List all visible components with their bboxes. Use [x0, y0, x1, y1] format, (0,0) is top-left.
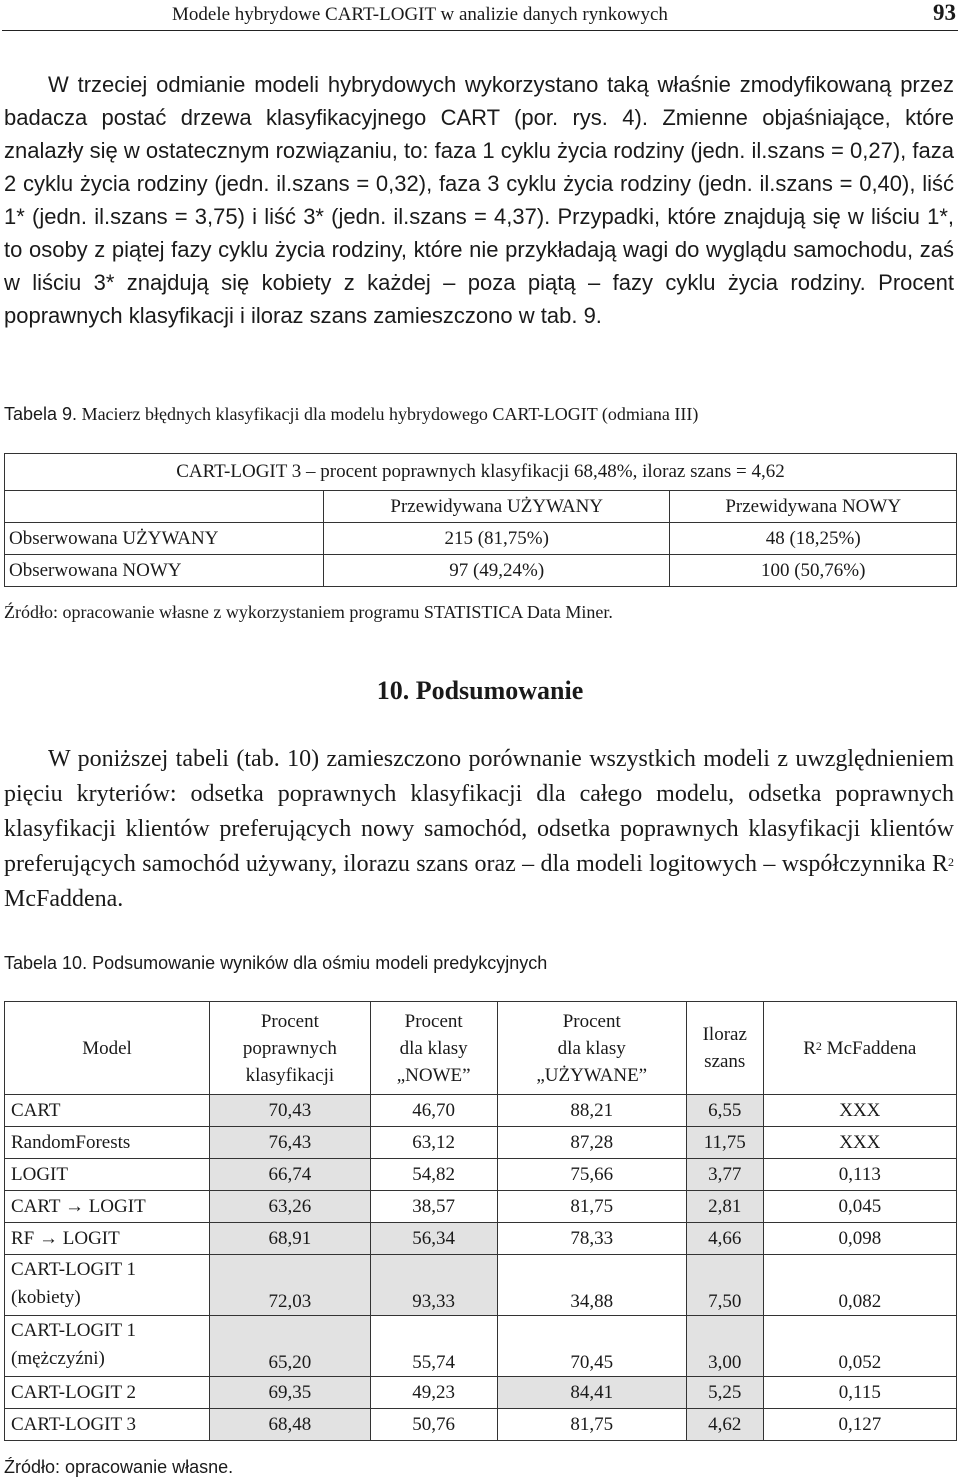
value-cell: 2,81 [686, 1191, 763, 1223]
value-cell: 69,35 [210, 1377, 371, 1409]
table-row [5, 555, 957, 587]
value-cell: XXX [763, 1127, 956, 1159]
confusion-matrix-table [4, 453, 957, 587]
model-name-cell: CART-LOGIT 1 (mężczyźni) [5, 1316, 210, 1377]
value-cell: 76,43 [210, 1127, 371, 1159]
table9-row-label: Obserwowana UŻYWANY [5, 523, 324, 555]
table9-caption-label: Tabela 9. [4, 404, 78, 424]
value-cell: 38,57 [370, 1191, 497, 1223]
value-cell: 11,75 [686, 1127, 763, 1159]
model-summary-table [4, 1001, 957, 1441]
value-cell: 6,55 [686, 1095, 763, 1127]
value-cell: 50,76 [370, 1409, 497, 1441]
model-name-cell: LOGIT [5, 1159, 210, 1191]
value-cell: 81,75 [497, 1409, 686, 1441]
value-cell: 0,082 [763, 1255, 956, 1316]
value-cell: 81,75 [497, 1191, 686, 1223]
model-name-cell: RandomForests [5, 1127, 210, 1159]
value-cell: 0,045 [763, 1191, 956, 1223]
page-header [0, 0, 960, 30]
table-row [5, 1409, 957, 1441]
table-row [5, 491, 957, 523]
value-cell: 5,25 [686, 1377, 763, 1409]
table-row [5, 1223, 957, 1255]
header-rule [2, 30, 958, 31]
value-cell: 88,21 [497, 1095, 686, 1127]
table-row [5, 523, 957, 555]
table-row [5, 1255, 957, 1316]
superscript: 2 [948, 855, 954, 869]
table-row [5, 1316, 957, 1377]
value-cell: 84,41 [497, 1377, 686, 1409]
header-percent-new: Procent dla klasy „NOWE” [370, 1002, 497, 1095]
value-cell: 3,00 [686, 1316, 763, 1377]
value-cell: 3,77 [686, 1159, 763, 1191]
table9-source: Źródło: opracowanie własne z wykorzystaniem programu STATISTICA Data Miner. [4, 602, 613, 622]
table9-cell: 48 (18,25%) [670, 523, 957, 555]
model-name-cell: RF → LOGIT [5, 1223, 210, 1255]
model-name-cell: CART → LOGIT [5, 1191, 210, 1223]
table-row [5, 1377, 957, 1409]
table9-header-used: Przewidywana UŻYWANY [324, 491, 670, 523]
intro-paragraph-text: W trzeciej odmianie modeli hybrydowych wykorzystano taką właśnie zmodyfikowaną przez badacza postać drzewa klasyfikacyjnego CART (por. rys. 4). Zmienne objaśniające, które znalazły się w ostatecznym rozwiązaniu, to: faza 1 cyklu życia rodziny (jedn. il.szans = 0,27), faza 2 cyklu życia rodziny (jedn. il.szans = 0,32), faza 3 cyklu życia rodziny (jedn. il.szans = 0,40), liść 1* (jedn. il.szans = 3,75) i liść 3* (jedn. il.szans = 4,37). Przypadki, które znajdują się w liściu 1*, to osoby z piątej fazy cyklu życia rodziny, które nie przykładają wagi do wyglądu samochodu, zaś w liściu 3* znajdują się kobiety z każdej – poza piątą – fazy cyklu życia rodziny. Procent poprawnych klasyfikacji i iloraz szans zamieszczono w tab. 9. [4, 72, 954, 328]
header-r2-mcfadden: $R^2$ McFaddena [763, 1002, 956, 1095]
value-cell: 63,12 [370, 1127, 497, 1159]
value-cell: 54,82 [370, 1159, 497, 1191]
table-header-row [5, 1002, 957, 1095]
value-cell: 66,74 [210, 1159, 371, 1191]
section-heading: 10. Podsumowanie [376, 676, 584, 705]
model-name-cell: CART [5, 1095, 210, 1127]
summary-paragraph [4, 742, 954, 917]
table10-body [5, 1095, 957, 1441]
value-cell: 78,33 [497, 1223, 686, 1255]
header-model: Model [5, 1002, 210, 1095]
value-cell: 0,098 [763, 1223, 956, 1255]
value-cell: 0,115 [763, 1377, 956, 1409]
value-cell: 56,34 [370, 1223, 497, 1255]
summary-paragraph-text: W poniższej tabeli (tab. 10) zamieszczono porównanie wszystkich modeli z uwzględnieniem pięciu kryteriów: odsetka poprawnych klasyfikacji dla całego modelu, odsetka poprawnych klasyfikacji klientów preferujących nowy samochód, odsetka poprawnych klasyfikacji klientów preferujących samochód używany, ilorazu szans oraz – dla modeli logitowych – współczynnika R [4, 746, 954, 877]
value-cell: 0,127 [763, 1409, 956, 1441]
table9-row-label: Obserwowana NOWY [5, 555, 324, 587]
table-row [5, 1191, 957, 1223]
table9-title: CART-LOGIT 3 – procent poprawnych klasyfikacji 68,48%, iloraz szans = 4,62 [5, 454, 957, 491]
table-row [5, 1127, 957, 1159]
value-cell: 4,66 [686, 1223, 763, 1255]
value-cell: 68,91 [210, 1223, 371, 1255]
value-cell: 87,28 [497, 1127, 686, 1159]
intro-paragraph [4, 68, 954, 332]
value-cell: 0,052 [763, 1316, 956, 1377]
header-percent-used: Procent dla klasy „UŻYWANE” [497, 1002, 686, 1095]
value-cell: 4,62 [686, 1409, 763, 1441]
value-cell: 75,66 [497, 1159, 686, 1191]
table9-cell: 215 (81,75%) [324, 523, 670, 555]
page-number: 93 [933, 0, 956, 25]
value-cell: 65,20 [210, 1316, 371, 1377]
header-odds-ratio: Iloraz szans [686, 1002, 763, 1095]
value-cell: 55,74 [370, 1316, 497, 1377]
value-cell: 34,88 [497, 1255, 686, 1316]
value-cell: 7,50 [686, 1255, 763, 1316]
value-cell: 70,45 [497, 1316, 686, 1377]
table9-cell: 100 (50,76%) [670, 555, 957, 587]
value-cell: 72,03 [210, 1255, 371, 1316]
table10-caption: Tabela 10. Podsumowanie wyników dla ośmiu modeli predykcyjnych [4, 953, 548, 973]
table-row [5, 454, 957, 491]
value-cell: 68,48 [210, 1409, 371, 1441]
table9-header-new: Przewidywana NOWY [670, 491, 957, 523]
model-name-cell: CART-LOGIT 3 [5, 1409, 210, 1441]
running-title: Modele hybrydowe CART-LOGIT w analizie danych rynkowych [172, 4, 668, 25]
model-name-cell: CART-LOGIT 1 (kobiety) [5, 1255, 210, 1316]
table10-source: Źródło: opracowanie własne. [4, 1457, 234, 1477]
table9-caption-text: Macierz błędnych klasyfikacji dla modelu hybrydowego CART-LOGIT (odmiana III) [77, 404, 699, 424]
value-cell: 63,26 [210, 1191, 371, 1223]
model-name-cell: CART-LOGIT 2 [5, 1377, 210, 1409]
table9-cell: 97 (49,24%) [324, 555, 670, 587]
value-cell: 49,23 [370, 1377, 497, 1409]
table-row [5, 1095, 957, 1127]
value-cell: 70,43 [210, 1095, 371, 1127]
value-cell: 46,70 [370, 1095, 497, 1127]
table9-caption [4, 404, 698, 425]
table9-corner-cell [5, 491, 324, 523]
value-cell: 0,113 [763, 1159, 956, 1191]
summary-paragraph-end: McFaddena. [4, 886, 124, 912]
header-percent-correct: Procent poprawnych klasyfikacji [210, 1002, 371, 1095]
table-row [5, 1159, 957, 1191]
value-cell: XXX [763, 1095, 956, 1127]
value-cell: 93,33 [370, 1255, 497, 1316]
